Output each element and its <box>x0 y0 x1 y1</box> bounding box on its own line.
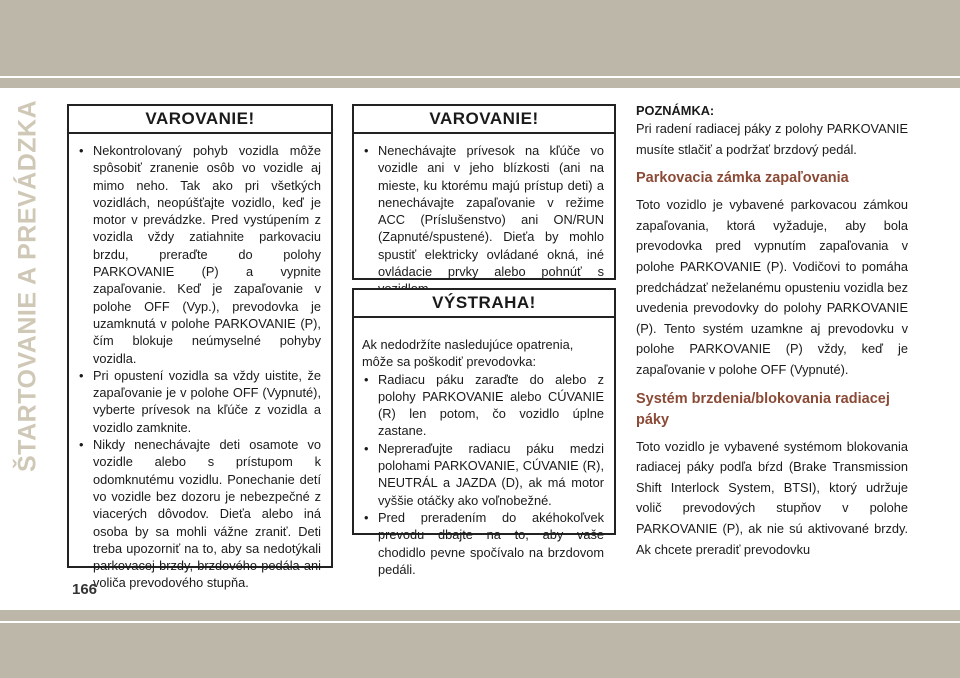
warning-heading-1: VAROVANIE! <box>69 106 331 134</box>
top-banner <box>0 0 960 88</box>
top-divider <box>0 76 960 78</box>
caution-list <box>354 371 614 579</box>
caution-box <box>352 288 616 577</box>
caution-item: • Nepreraďujte radiacu páku medzi polohami PARKOVANIE, CÚVANIE (R), NEUTRÁL a JAZDA (D), ak má motor vyššie otáčky ako voľnobežné. <box>362 440 604 509</box>
right-column <box>636 102 908 560</box>
page-number: 166 <box>72 581 98 598</box>
section-heading-ignition-park-interlock: Parkovacia zámka zapaľovania <box>636 170 849 187</box>
note-text: Pri radení radiacej páky z polohy PARKOVANIE musíte stlačiť a podržať brzdový pedál. <box>636 121 908 157</box>
bottom-divider <box>0 621 960 623</box>
warning-item: • Nekontrolovaný pohyb vozidla môže spôsobiť zranenie osôb vo vozidle aj mimo neho. Tak ako pri všetkých vozidlách, neopúšťajte vozidlo, keď je motor v prevádzke. Pred vystúpením z vozidla vždy zatiahnite parkovaciu brzdu, preraďte do polohy PARKOVANIE (P) a vypnite zapaľovanie. Keď je zapaľovanie v polohe OFF (Vyp.), prevodovka je uzamknutá v polohe PARKOVANIE (P), čím blokuje neúmyselné pohyby vozidla. <box>77 142 321 367</box>
section-text-ignition-park-interlock: Toto vozidlo je vybavené parkovacou zámkou zapaľovania, ktorá vyžaduje, aby bola prevodovka pred vypnutím zapaľovania v polohe PARKOVANIE (P). Vodičovi to pomáha predchádzať neželanému opusteniu vozidla bez uvedenia prevodovky do polohy PARKOVANIE (P). Tento systém uzamkne aj prevodovku v polohe PARKOVANIE (P) vždy, keď je zapaľovanie v polohe OFF (Vypnuté). <box>636 197 908 377</box>
warning-list-2 <box>354 142 614 298</box>
caution-item: • Radiacu páku zaraďte do alebo z polohy PARKOVANIE alebo CÚVANIE (R) len potom, čo vozidlo úplne zastane. <box>362 371 604 440</box>
warning-box-2 <box>352 104 616 280</box>
caution-heading: VÝSTRAHA! <box>354 290 614 318</box>
warning-item: • Nenechávajte prívesok na kľúče vo vozidle ani v jeho blízkosti (ani na mieste, ku ktorému majú prístup deti) a nenechávajte zapaľovanie v režime ACC (Príslušenstvo) ani ON/RUN (Zapnuté/spustené). Dieťa by mohlo spustiť elektricky ovládané okná, iné ovládacie prvky alebo pohnúť s <box>362 142 604 298</box>
warning-list-1 <box>69 142 331 592</box>
chapter-side-title: ŠTARTOVANIE A PREVÁDZKA <box>13 100 42 473</box>
caution-item: • Pred preradením do akéhokoľvek prevodu dbajte na to, aby vaše chodidlo pevne spočívalo na brzdovom pedáli. <box>362 509 604 578</box>
section-heading-btsi: Systém brzdenia/blokovania radiacej páky <box>636 390 890 428</box>
section-text-btsi: Toto vozidlo je vybavené systémom blokovania radiacej páky podľa bŕzd (Brake Transmission Shift Interlock System, BTSI), ktorý udržuje volič prevodových stupňov v polohe PARKOVANIE (P), ak nie sú aktivované brzdy. Ak chcete preradiť prevodovku <box>636 438 908 557</box>
caution-intro: Ak nedodržíte nasledujúce opatrenia, môže sa poškodiť prevodovka: <box>362 337 574 370</box>
warning-item: • Pri opustení vozidla sa vždy uistite, že zapaľovanie je v polohe OFF (Vypnuté), vyberte prívesok na kľúče z vozidla a vozidlo zamknite. <box>77 367 321 436</box>
note-title: POZNÁMKA: <box>636 103 715 118</box>
warning-item: • Nikdy nenechávajte deti osamote vo vozidle alebo s prístupom k odomknutému vozidlu. Ponechanie detí vo vozidle bez dozoru je nebezpečné z viacerých dôvodov. Dieťa alebo iná osoba by sa mohli vážne zraniť. Deti treba upozorniť na to, aby sa nedotýkali parkovacej brzdy, brzdového pedála ani voliča prevodového stupňa. <box>77 436 321 592</box>
warning-heading-2: VAROVANIE! <box>354 106 614 134</box>
